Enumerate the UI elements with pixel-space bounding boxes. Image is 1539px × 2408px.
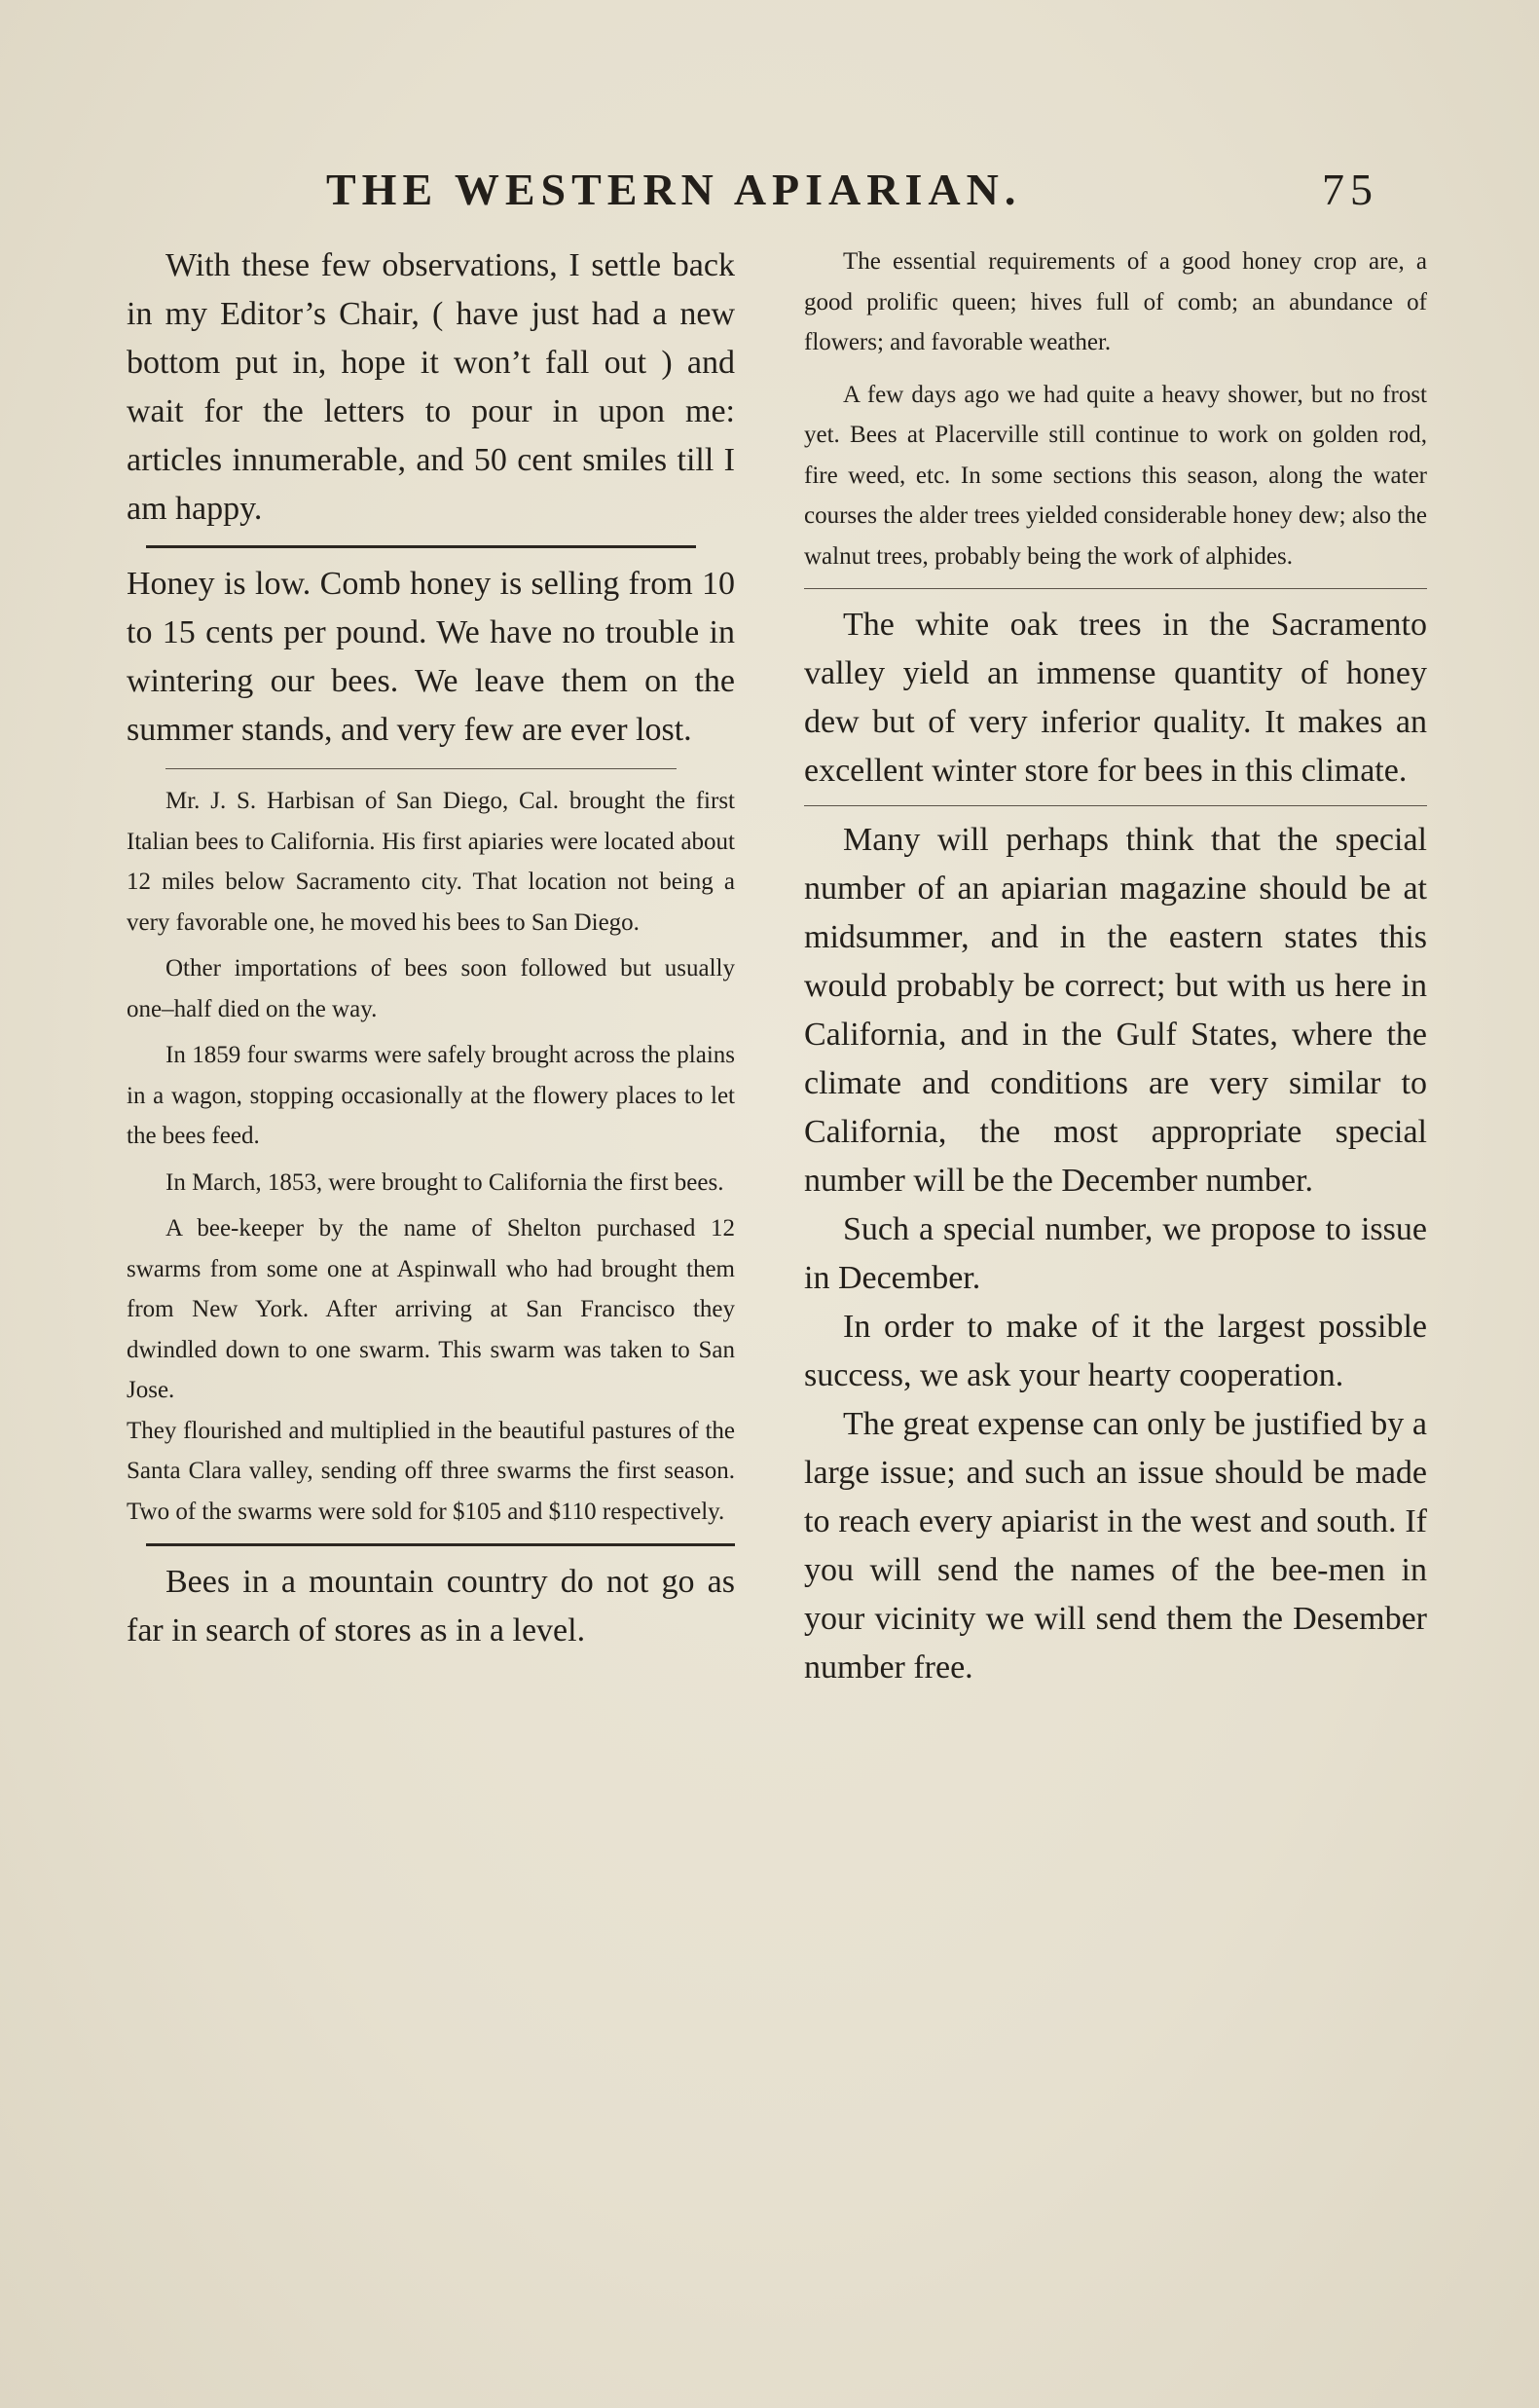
requirements-paragraph: The essential requirements of a good honey crop are, a good prolific queen; hives full of comb; an abundance of flowers; and favorable weather. — [804, 248, 1427, 355]
right-column — [804, 241, 1427, 1692]
shower-report-paragraph: A few days ago we had quite a heavy shower, but no frost yet. Bees at Placerville still continue to work on golden rod, fire weed, etc. In some sections this season, along the water courses the alder trees yielded considerable honey dew; also the walnut trees, probably being the work of alphides. — [804, 381, 1427, 570]
special-number-paragraph: Such a special number, we propose to issue in December. — [804, 1211, 1427, 1296]
special-number-paragraph: The great expense can only be justified by a large issue; and such an issue should be made to reach every apiarist in the west and south. If you will send the names of the bee-men in your vicinity we will send them the Desember number free. — [804, 1406, 1427, 1686]
left-column — [127, 241, 735, 1655]
history-paragraph: In 1859 four swarms were safely brought across the plains in a wagon, stopping occasionally at the flowery places to let the bees feed. — [127, 1042, 735, 1149]
special-number-paragraph: Many will perhaps think that the special number of an apiarian magazine should be at midsummer, and in the eastern states this would probably be correct; but with us here in California, and in the Gulf States, where the climate and conditions are very similar to California, the most appropriate special number will be the December number. — [804, 822, 1427, 1199]
history-paragraph: In March, 1853, were brought to California the first bees. — [165, 1168, 724, 1196]
history-paragraph: Other importations of bees soon followed but usually one–half died on the way. — [127, 955, 735, 1022]
section-divider — [146, 545, 696, 548]
section-divider — [804, 805, 1427, 806]
special-number-paragraph: In order to make of it the largest possible success, we ask your hearty cooperation. — [804, 1309, 1427, 1393]
white-oak-paragraph: The white oak trees in the Sacramento valley yield an immense quantity of honey dew but of very inferior quality. It makes an excellent winter store for bees in this climate. — [804, 607, 1427, 789]
honey-market-paragraph: Honey is low. Comb honey is selling from 10 to 15 cents per pound. We have no trouble in wintering our bees. We leave them on the summer stands, and very few are ever lost. — [127, 566, 735, 748]
history-paragraph: Mr. J. S. Harbisan of San Diego, Cal. brought the first Italian bees to California. His first apiaries were located about 12 miles below Sacramento city. That location not being a very favorable one, he moved his bees to San Diego. — [127, 788, 735, 936]
section-divider — [804, 588, 1427, 589]
section-divider — [165, 768, 677, 769]
history-paragraph: A bee-keeper by the name of Shelton purchased 12 swarms from some one at Aspinwall who had brought them from New York. After arriving at San Francisco they dwindled down to one swarm. This swarm was taken to San Jose. — [127, 1215, 735, 1403]
section-divider — [146, 1543, 735, 1546]
mountain-bees-paragraph: Bees in a mountain country do not go as far in search of stores as in a level. — [127, 1564, 735, 1649]
page-number: 75 — [1322, 165, 1378, 214]
page-header — [0, 164, 1539, 222]
editor-note-paragraph: With these few observations, I settle back in my Editor’s Chair, ( have just had a new bottom put in, hope it won’t fall out ) and wait for the letters to pour in upon me: articles innumerable, and 50 cent smiles till I am happy. — [127, 247, 735, 527]
history-paragraph: They flourished and multiplied in the beautiful pastures of the Santa Clara valley, sending off three swarms the first season. Two of the swarms were sold for $105 and $110 respectively. — [127, 1417, 735, 1525]
masthead-title: THE WESTERN APIARIAN. — [326, 165, 1022, 214]
